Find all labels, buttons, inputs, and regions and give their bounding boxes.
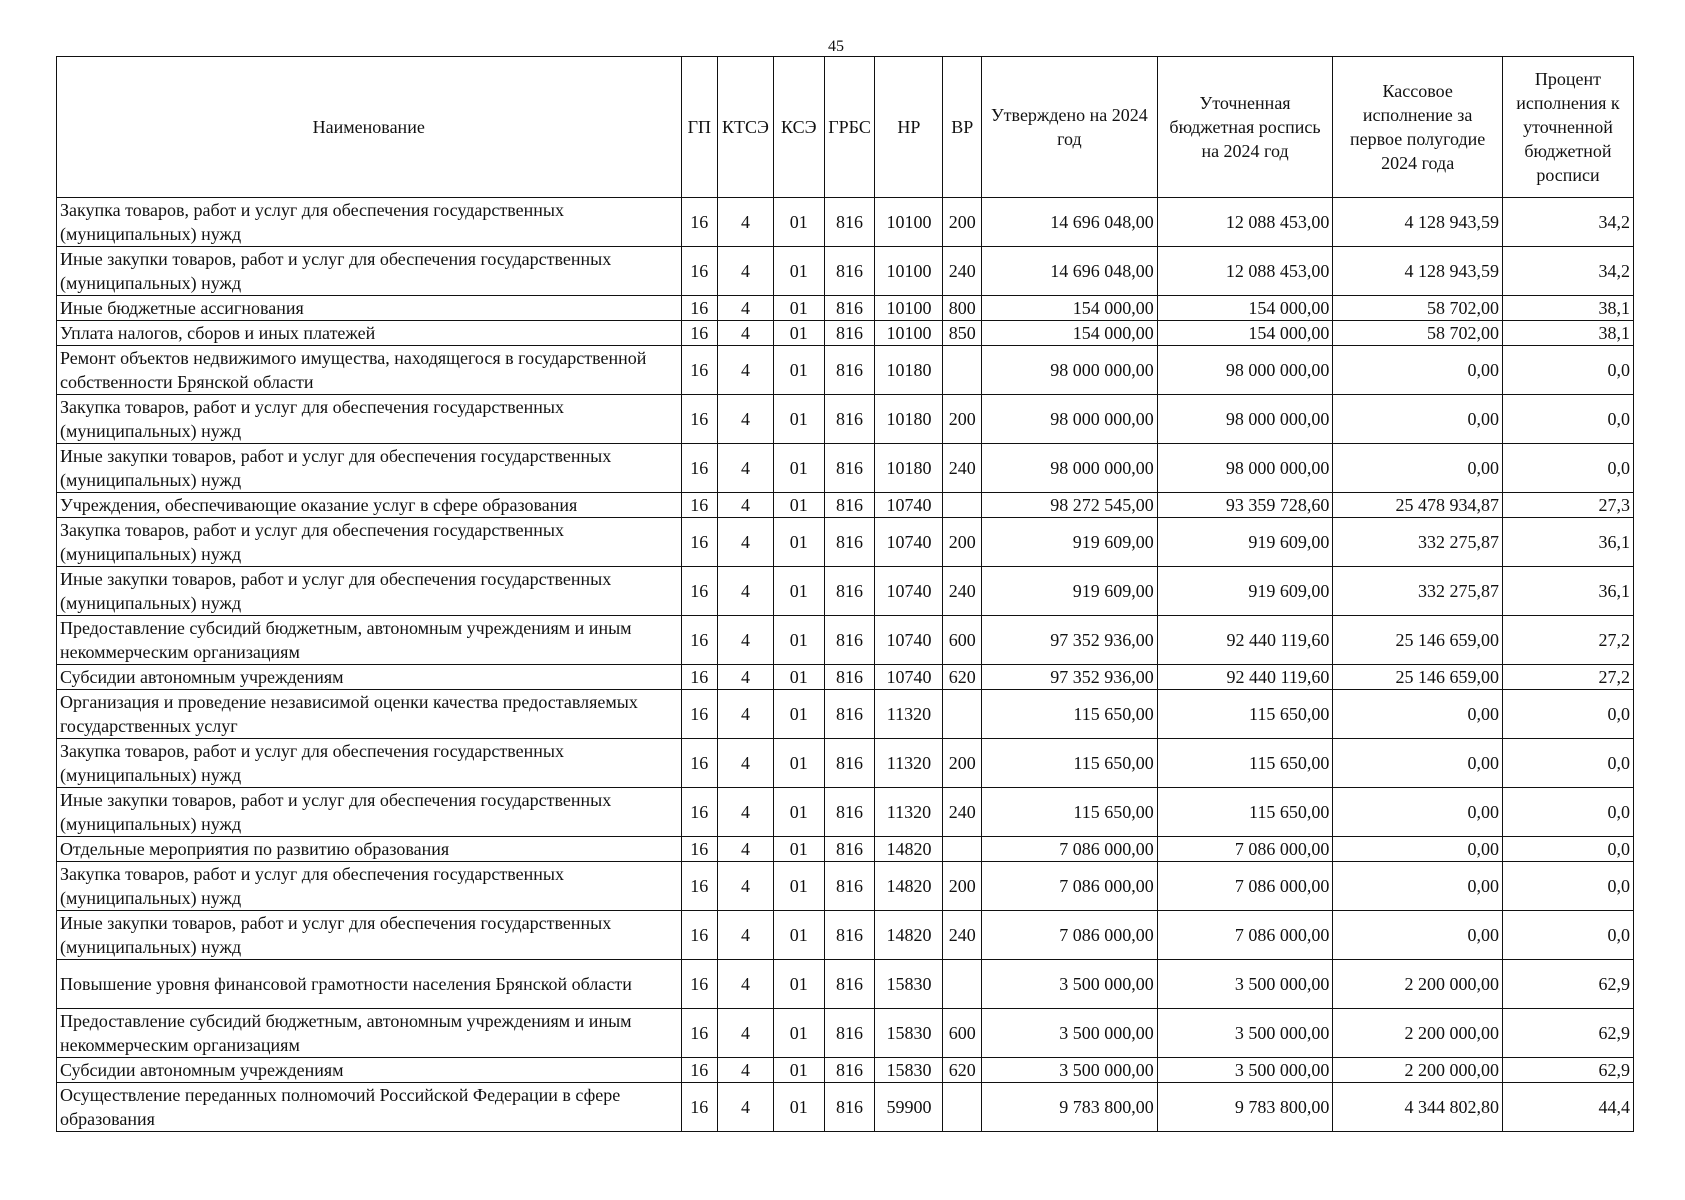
cell-ktse: 4 <box>718 321 774 346</box>
cell-nr: 10100 <box>875 198 943 247</box>
cell-vr: 240 <box>943 911 982 960</box>
cell-gp: 16 <box>681 911 718 960</box>
cell-refined: 92 440 119,60 <box>1157 665 1333 690</box>
cell-approved: 98 000 000,00 <box>982 395 1158 444</box>
cell-gp: 16 <box>681 1083 718 1132</box>
cell-grbs: 816 <box>824 739 875 788</box>
cell-cash: 332 275,87 <box>1333 518 1503 567</box>
cell-nr: 14820 <box>875 911 943 960</box>
cell-ktse: 4 <box>718 788 774 837</box>
header-row <box>57 57 1634 198</box>
cell-refined: 98 000 000,00 <box>1157 346 1333 395</box>
cell-grbs: 816 <box>824 567 875 616</box>
cell-refined: 115 650,00 <box>1157 739 1333 788</box>
cell-refined: 3 500 000,00 <box>1157 1058 1333 1083</box>
cell-kse: 01 <box>773 960 824 1009</box>
cell-vr: 200 <box>943 862 982 911</box>
header-approved: Утверждено на 2024 год <box>982 57 1158 198</box>
cell-cash: 0,00 <box>1333 862 1503 911</box>
cell-gp: 16 <box>681 788 718 837</box>
cell-nr: 11320 <box>875 690 943 739</box>
cell-percent: 0,0 <box>1502 837 1633 862</box>
cell-name: Закупка товаров, работ и услуг для обеспечения государственных (муниципальных) нужд <box>57 395 682 444</box>
cell-refined: 919 609,00 <box>1157 518 1333 567</box>
cell-vr: 200 <box>943 518 982 567</box>
table-row <box>57 616 1634 665</box>
cell-ktse: 4 <box>718 518 774 567</box>
table-row <box>57 1009 1634 1058</box>
cell-approved: 115 650,00 <box>982 739 1158 788</box>
cell-approved: 115 650,00 <box>982 690 1158 739</box>
cell-ktse: 4 <box>718 665 774 690</box>
cell-cash: 0,00 <box>1333 346 1503 395</box>
cell-nr: 10180 <box>875 395 943 444</box>
table-row <box>57 960 1634 1009</box>
cell-vr: 600 <box>943 1009 982 1058</box>
cell-gp: 16 <box>681 247 718 296</box>
cell-refined: 98 000 000,00 <box>1157 444 1333 493</box>
cell-approved: 14 696 048,00 <box>982 247 1158 296</box>
cell-percent: 62,9 <box>1502 960 1633 1009</box>
cell-cash: 0,00 <box>1333 739 1503 788</box>
cell-nr: 59900 <box>875 1083 943 1132</box>
cell-refined: 98 000 000,00 <box>1157 395 1333 444</box>
table-row <box>57 493 1634 518</box>
cell-percent: 27,2 <box>1502 616 1633 665</box>
table-row <box>57 296 1634 321</box>
cell-grbs: 816 <box>824 665 875 690</box>
cell-name: Иные закупки товаров, работ и услуг для обеспечения государственных (муниципальных) нужд <box>57 567 682 616</box>
cell-kse: 01 <box>773 837 824 862</box>
cell-approved: 98 000 000,00 <box>982 444 1158 493</box>
table-body <box>57 198 1634 1132</box>
table-row <box>57 739 1634 788</box>
cell-ktse: 4 <box>718 1058 774 1083</box>
cell-nr: 10740 <box>875 567 943 616</box>
cell-grbs: 816 <box>824 862 875 911</box>
cell-kse: 01 <box>773 1083 824 1132</box>
cell-name: Уплата налогов, сборов и иных платежей <box>57 321 682 346</box>
table-row <box>57 1083 1634 1132</box>
cell-approved: 98 000 000,00 <box>982 346 1158 395</box>
cell-percent: 62,9 <box>1502 1058 1633 1083</box>
cell-gp: 16 <box>681 690 718 739</box>
cell-percent: 62,9 <box>1502 1009 1633 1058</box>
cell-refined: 115 650,00 <box>1157 788 1333 837</box>
cell-kse: 01 <box>773 493 824 518</box>
cell-refined: 9 783 800,00 <box>1157 1083 1333 1132</box>
cell-ktse: 4 <box>718 1009 774 1058</box>
cell-ktse: 4 <box>718 346 774 395</box>
cell-approved: 3 500 000,00 <box>982 960 1158 1009</box>
cell-approved: 115 650,00 <box>982 788 1158 837</box>
cell-gp: 16 <box>681 837 718 862</box>
header-kse: КСЭ <box>773 57 824 198</box>
cell-nr: 10740 <box>875 518 943 567</box>
cell-kse: 01 <box>773 665 824 690</box>
cell-vr <box>943 960 982 1009</box>
cell-name: Закупка товаров, работ и услуг для обеспечения государственных (муниципальных) нужд <box>57 862 682 911</box>
table-row <box>57 911 1634 960</box>
cell-percent: 0,0 <box>1502 862 1633 911</box>
cell-refined: 12 088 453,00 <box>1157 247 1333 296</box>
cell-approved: 98 272 545,00 <box>982 493 1158 518</box>
cell-vr: 850 <box>943 321 982 346</box>
cell-nr: 10100 <box>875 321 943 346</box>
page-number: 45 <box>828 38 844 55</box>
cell-cash: 4 128 943,59 <box>1333 247 1503 296</box>
cell-approved: 97 352 936,00 <box>982 616 1158 665</box>
cell-ktse: 4 <box>718 444 774 493</box>
cell-approved: 7 086 000,00 <box>982 837 1158 862</box>
cell-refined: 154 000,00 <box>1157 296 1333 321</box>
cell-kse: 01 <box>773 296 824 321</box>
table-row <box>57 862 1634 911</box>
cell-nr: 15830 <box>875 1058 943 1083</box>
cell-ktse: 4 <box>718 198 774 247</box>
cell-grbs: 816 <box>824 1058 875 1083</box>
header-gp: ГП <box>681 57 718 198</box>
cell-ktse: 4 <box>718 296 774 321</box>
cell-refined: 7 086 000,00 <box>1157 911 1333 960</box>
cell-name: Иные закупки товаров, работ и услуг для обеспечения государственных (муниципальных) нужд <box>57 247 682 296</box>
header-percent: Процент исполнения к уточненной бюджетной росписи <box>1502 57 1633 198</box>
cell-percent: 36,1 <box>1502 567 1633 616</box>
cell-refined: 92 440 119,60 <box>1157 616 1333 665</box>
cell-approved: 919 609,00 <box>982 518 1158 567</box>
table-row <box>57 1058 1634 1083</box>
table-row <box>57 444 1634 493</box>
cell-grbs: 816 <box>824 690 875 739</box>
cell-kse: 01 <box>773 395 824 444</box>
cell-name: Иные бюджетные ассигнования <box>57 296 682 321</box>
table-row <box>57 665 1634 690</box>
cell-kse: 01 <box>773 911 824 960</box>
cell-approved: 154 000,00 <box>982 321 1158 346</box>
cell-cash: 0,00 <box>1333 444 1503 493</box>
table-row <box>57 567 1634 616</box>
cell-kse: 01 <box>773 690 824 739</box>
cell-gp: 16 <box>681 518 718 567</box>
cell-ktse: 4 <box>718 1083 774 1132</box>
cell-nr: 10180 <box>875 346 943 395</box>
cell-refined: 93 359 728,60 <box>1157 493 1333 518</box>
table-row <box>57 247 1634 296</box>
cell-gp: 16 <box>681 395 718 444</box>
cell-grbs: 816 <box>824 493 875 518</box>
table-header <box>57 57 1634 198</box>
cell-percent: 38,1 <box>1502 296 1633 321</box>
cell-percent: 34,2 <box>1502 198 1633 247</box>
cell-kse: 01 <box>773 616 824 665</box>
cell-ktse: 4 <box>718 911 774 960</box>
cell-name: Предоставление субсидий бюджетным, автономным учреждениям и иным некоммерческим организациям <box>57 616 682 665</box>
cell-grbs: 816 <box>824 346 875 395</box>
cell-name: Ремонт объектов недвижимого имущества, находящегося в государственной собственности Брянской области <box>57 346 682 395</box>
cell-refined: 3 500 000,00 <box>1157 1009 1333 1058</box>
cell-gp: 16 <box>681 321 718 346</box>
cell-nr: 14820 <box>875 862 943 911</box>
cell-refined: 919 609,00 <box>1157 567 1333 616</box>
cell-ktse: 4 <box>718 493 774 518</box>
cell-vr: 200 <box>943 739 982 788</box>
cell-kse: 01 <box>773 321 824 346</box>
cell-percent: 0,0 <box>1502 690 1633 739</box>
cell-percent: 0,0 <box>1502 788 1633 837</box>
cell-cash: 2 200 000,00 <box>1333 1009 1503 1058</box>
cell-nr: 11320 <box>875 788 943 837</box>
cell-grbs: 816 <box>824 616 875 665</box>
cell-kse: 01 <box>773 567 824 616</box>
cell-ktse: 4 <box>718 567 774 616</box>
header-vr: ВР <box>943 57 982 198</box>
cell-grbs: 816 <box>824 247 875 296</box>
cell-refined: 115 650,00 <box>1157 690 1333 739</box>
cell-cash: 332 275,87 <box>1333 567 1503 616</box>
cell-gp: 16 <box>681 862 718 911</box>
header-refined: Уточненная бюджетная роспись на 2024 год <box>1157 57 1333 198</box>
cell-gp: 16 <box>681 616 718 665</box>
cell-nr: 10180 <box>875 444 943 493</box>
cell-ktse: 4 <box>718 616 774 665</box>
cell-nr: 10100 <box>875 247 943 296</box>
cell-ktse: 4 <box>718 837 774 862</box>
cell-vr: 240 <box>943 444 982 493</box>
cell-gp: 16 <box>681 198 718 247</box>
cell-name: Субсидии автономным учреждениям <box>57 1058 682 1083</box>
cell-approved: 919 609,00 <box>982 567 1158 616</box>
header-grbs: ГРБС <box>824 57 875 198</box>
header-ktse: КТСЭ <box>718 57 774 198</box>
cell-name: Организация и проведение независимой оценки качества предоставляемых государственных услуг <box>57 690 682 739</box>
cell-kse: 01 <box>773 788 824 837</box>
cell-grbs: 816 <box>824 837 875 862</box>
cell-percent: 0,0 <box>1502 739 1633 788</box>
cell-refined: 3 500 000,00 <box>1157 960 1333 1009</box>
cell-cash: 2 200 000,00 <box>1333 960 1503 1009</box>
cell-name: Осуществление переданных полномочий Российской Федерации в сфере образования <box>57 1083 682 1132</box>
budget-execution-table <box>56 56 1634 1132</box>
cell-vr: 200 <box>943 198 982 247</box>
cell-refined: 154 000,00 <box>1157 321 1333 346</box>
cell-approved: 3 500 000,00 <box>982 1058 1158 1083</box>
cell-name: Предоставление субсидий бюджетным, автономным учреждениям и иным некоммерческим организациям <box>57 1009 682 1058</box>
cell-kse: 01 <box>773 739 824 788</box>
cell-approved: 97 352 936,00 <box>982 665 1158 690</box>
cell-cash: 2 200 000,00 <box>1333 1058 1503 1083</box>
cell-grbs: 816 <box>824 911 875 960</box>
cell-refined: 7 086 000,00 <box>1157 862 1333 911</box>
table-row <box>57 788 1634 837</box>
cell-percent: 36,1 <box>1502 518 1633 567</box>
cell-grbs: 816 <box>824 960 875 1009</box>
cell-kse: 01 <box>773 1058 824 1083</box>
cell-nr: 14820 <box>875 837 943 862</box>
table-row <box>57 198 1634 247</box>
cell-cash: 0,00 <box>1333 837 1503 862</box>
cell-approved: 3 500 000,00 <box>982 1009 1158 1058</box>
cell-vr <box>943 346 982 395</box>
cell-nr: 10100 <box>875 296 943 321</box>
cell-nr: 15830 <box>875 960 943 1009</box>
cell-percent: 27,2 <box>1502 665 1633 690</box>
cell-percent: 0,0 <box>1502 444 1633 493</box>
cell-name: Повышение уровня финансовой грамотности населения Брянской области <box>57 960 682 1009</box>
cell-grbs: 816 <box>824 296 875 321</box>
cell-grbs: 816 <box>824 518 875 567</box>
header-name: Наименование <box>57 57 682 198</box>
cell-vr: 240 <box>943 247 982 296</box>
cell-cash: 0,00 <box>1333 690 1503 739</box>
cell-gp: 16 <box>681 960 718 1009</box>
cell-kse: 01 <box>773 518 824 567</box>
cell-cash: 4 344 802,80 <box>1333 1083 1503 1132</box>
cell-vr: 240 <box>943 567 982 616</box>
table-row <box>57 837 1634 862</box>
cell-cash: 58 702,00 <box>1333 321 1503 346</box>
cell-gp: 16 <box>681 296 718 321</box>
table-row <box>57 690 1634 739</box>
cell-percent: 38,1 <box>1502 321 1633 346</box>
cell-approved: 7 086 000,00 <box>982 862 1158 911</box>
cell-kse: 01 <box>773 346 824 395</box>
cell-ktse: 4 <box>718 960 774 1009</box>
cell-cash: 0,00 <box>1333 395 1503 444</box>
cell-gp: 16 <box>681 739 718 788</box>
cell-ktse: 4 <box>718 739 774 788</box>
cell-nr: 10740 <box>875 493 943 518</box>
cell-name: Закупка товаров, работ и услуг для обеспечения государственных (муниципальных) нужд <box>57 198 682 247</box>
cell-gp: 16 <box>681 665 718 690</box>
cell-gp: 16 <box>681 1058 718 1083</box>
cell-approved: 9 783 800,00 <box>982 1083 1158 1132</box>
cell-cash: 25 146 659,00 <box>1333 665 1503 690</box>
table-row <box>57 346 1634 395</box>
cell-kse: 01 <box>773 247 824 296</box>
cell-percent: 34,2 <box>1502 247 1633 296</box>
cell-grbs: 816 <box>824 321 875 346</box>
cell-vr <box>943 690 982 739</box>
cell-name: Иные закупки товаров, работ и услуг для обеспечения государственных (муниципальных) нужд <box>57 444 682 493</box>
cell-gp: 16 <box>681 567 718 616</box>
cell-ktse: 4 <box>718 690 774 739</box>
cell-vr: 240 <box>943 788 982 837</box>
cell-refined: 12 088 453,00 <box>1157 198 1333 247</box>
cell-kse: 01 <box>773 198 824 247</box>
cell-cash: 25 478 934,87 <box>1333 493 1503 518</box>
header-cash: Кассовое исполнение за первое полугодие 2024 года <box>1333 57 1503 198</box>
cell-vr <box>943 1083 982 1132</box>
cell-grbs: 816 <box>824 198 875 247</box>
cell-refined: 7 086 000,00 <box>1157 837 1333 862</box>
cell-approved: 7 086 000,00 <box>982 911 1158 960</box>
cell-kse: 01 <box>773 1009 824 1058</box>
cell-gp: 16 <box>681 493 718 518</box>
cell-cash: 0,00 <box>1333 788 1503 837</box>
cell-percent: 0,0 <box>1502 911 1633 960</box>
header-nr: НР <box>875 57 943 198</box>
cell-cash: 58 702,00 <box>1333 296 1503 321</box>
table-row <box>57 321 1634 346</box>
cell-percent: 0,0 <box>1502 395 1633 444</box>
cell-vr: 800 <box>943 296 982 321</box>
cell-name: Учреждения, обеспечивающие оказание услуг в сфере образования <box>57 493 682 518</box>
cell-percent: 44,4 <box>1502 1083 1633 1132</box>
cell-percent: 0,0 <box>1502 346 1633 395</box>
cell-name: Иные закупки товаров, работ и услуг для обеспечения государственных (муниципальных) нужд <box>57 911 682 960</box>
cell-kse: 01 <box>773 862 824 911</box>
cell-grbs: 816 <box>824 1009 875 1058</box>
table-row <box>57 395 1634 444</box>
cell-nr: 10740 <box>875 665 943 690</box>
cell-vr <box>943 837 982 862</box>
cell-grbs: 816 <box>824 395 875 444</box>
cell-name: Иные закупки товаров, работ и услуг для обеспечения государственных (муниципальных) нужд <box>57 788 682 837</box>
cell-cash: 0,00 <box>1333 911 1503 960</box>
cell-vr: 200 <box>943 395 982 444</box>
cell-kse: 01 <box>773 444 824 493</box>
cell-cash: 4 128 943,59 <box>1333 198 1503 247</box>
cell-approved: 154 000,00 <box>982 296 1158 321</box>
cell-vr: 620 <box>943 665 982 690</box>
cell-vr: 600 <box>943 616 982 665</box>
cell-ktse: 4 <box>718 395 774 444</box>
cell-cash: 25 146 659,00 <box>1333 616 1503 665</box>
cell-nr: 15830 <box>875 1009 943 1058</box>
cell-nr: 10740 <box>875 616 943 665</box>
cell-ktse: 4 <box>718 862 774 911</box>
table-row <box>57 518 1634 567</box>
cell-vr <box>943 493 982 518</box>
cell-name: Субсидии автономным учреждениям <box>57 665 682 690</box>
cell-grbs: 816 <box>824 788 875 837</box>
cell-name: Закупка товаров, работ и услуг для обеспечения государственных (муниципальных) нужд <box>57 518 682 567</box>
cell-ktse: 4 <box>718 247 774 296</box>
cell-vr: 620 <box>943 1058 982 1083</box>
cell-gp: 16 <box>681 444 718 493</box>
cell-grbs: 816 <box>824 444 875 493</box>
cell-gp: 16 <box>681 346 718 395</box>
cell-nr: 11320 <box>875 739 943 788</box>
cell-percent: 27,3 <box>1502 493 1633 518</box>
cell-name: Отдельные мероприятия по развитию образования <box>57 837 682 862</box>
cell-grbs: 816 <box>824 1083 875 1132</box>
cell-approved: 14 696 048,00 <box>982 198 1158 247</box>
cell-gp: 16 <box>681 1009 718 1058</box>
cell-name: Закупка товаров, работ и услуг для обеспечения государственных (муниципальных) нужд <box>57 739 682 788</box>
